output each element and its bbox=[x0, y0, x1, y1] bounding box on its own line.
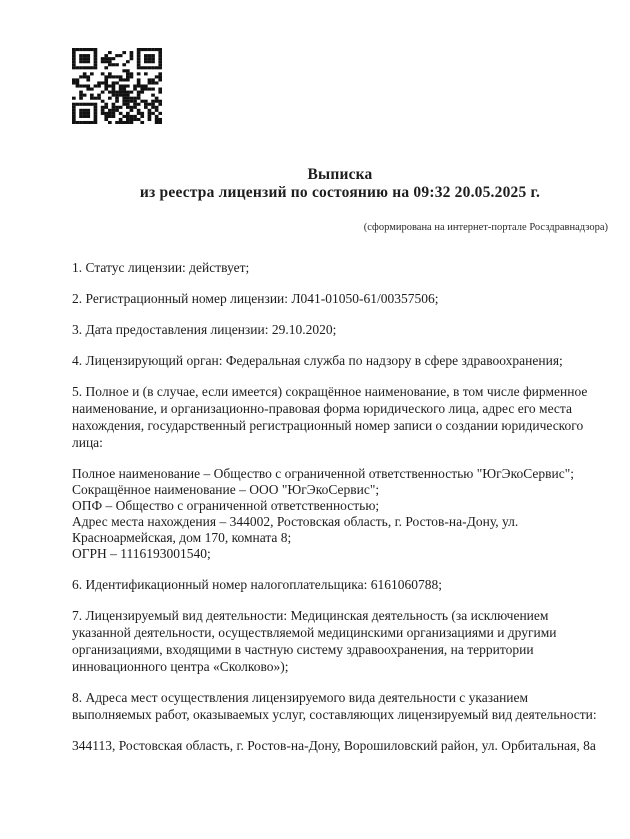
org-legal-form: ОПФ – Общество с ограниченной ответственностью; bbox=[72, 498, 380, 513]
org-short-name: Сокращённое наименование – ООО "ЮгЭкоСервис"; bbox=[72, 482, 380, 497]
paragraph-activity-type: 7. Лицензируемый вид деятельности: Медицинская деятельность (за исключением указанной деятельности, осуществляемой медицинскими организациями и другими организациями, входящими в частную систему здравоохранения, на территории инновационного центра «Сколково»); bbox=[72, 608, 557, 674]
paragraph-licensing-authority: 4. Лицензирующий орган: Федеральная служба по надзору в сфере здравоохранения; bbox=[72, 353, 563, 368]
title-line-2: из реестра лицензий по состоянию на 09:32 20.05.2025 г. bbox=[139, 184, 541, 201]
org-full-name: Полное наименование – Общество с ограниченной ответственностью "ЮгЭкоСервис"; bbox=[72, 466, 574, 481]
formation-note: (сформирована на интернет-портале Росздравнадзора) bbox=[363, 222, 608, 233]
paragraph-grant-date: 3. Дата предоставления лицензии: 29.10.2020; bbox=[72, 322, 337, 337]
paragraph-inn: 6. Идентификационный номер налогоплательщика: 6161060788; bbox=[72, 577, 442, 592]
paragraph-activity-addresses-intro: 8. Адреса мест осуществления лицензируемого вида деятельности с указанием выполняемых работ, оказываемых услуг, составляющих лицензируемый вид деятельности: bbox=[72, 690, 597, 722]
paragraph-org-name-intro: 5. Полное и (в случае, если имеется) сокращённое наименование, в том числе фирменное наименование, и организационно-правовая форма юридического лица, адрес его места нахождения, государственный регистрационный номер записи о создании юридического лица: bbox=[72, 384, 588, 450]
paragraph-license-status: 1. Статус лицензии: действует; bbox=[72, 260, 250, 275]
qr-code-icon bbox=[72, 48, 162, 124]
qr-code-image bbox=[72, 48, 162, 124]
activity-address: 344113, Ростовская область, г. Ростов-на-Дону, Ворошиловский район, ул. Орбитальная, 8а bbox=[72, 738, 596, 753]
paragraph-registration-number: 2. Регистрационный номер лицензии: Л041-01050-61/00357506; bbox=[72, 291, 439, 306]
title-line-1: Выписка bbox=[307, 166, 373, 183]
org-ogrn: ОГРН – 1116193001540; bbox=[72, 546, 211, 561]
org-address: Адрес места нахождения – 344002, Ростовская область, г. Ростов-на-Дону, ул. Красноармейская, дом 170, комната 8; bbox=[72, 514, 519, 545]
document-title bbox=[72, 166, 608, 202]
org-details-block bbox=[72, 466, 608, 562]
